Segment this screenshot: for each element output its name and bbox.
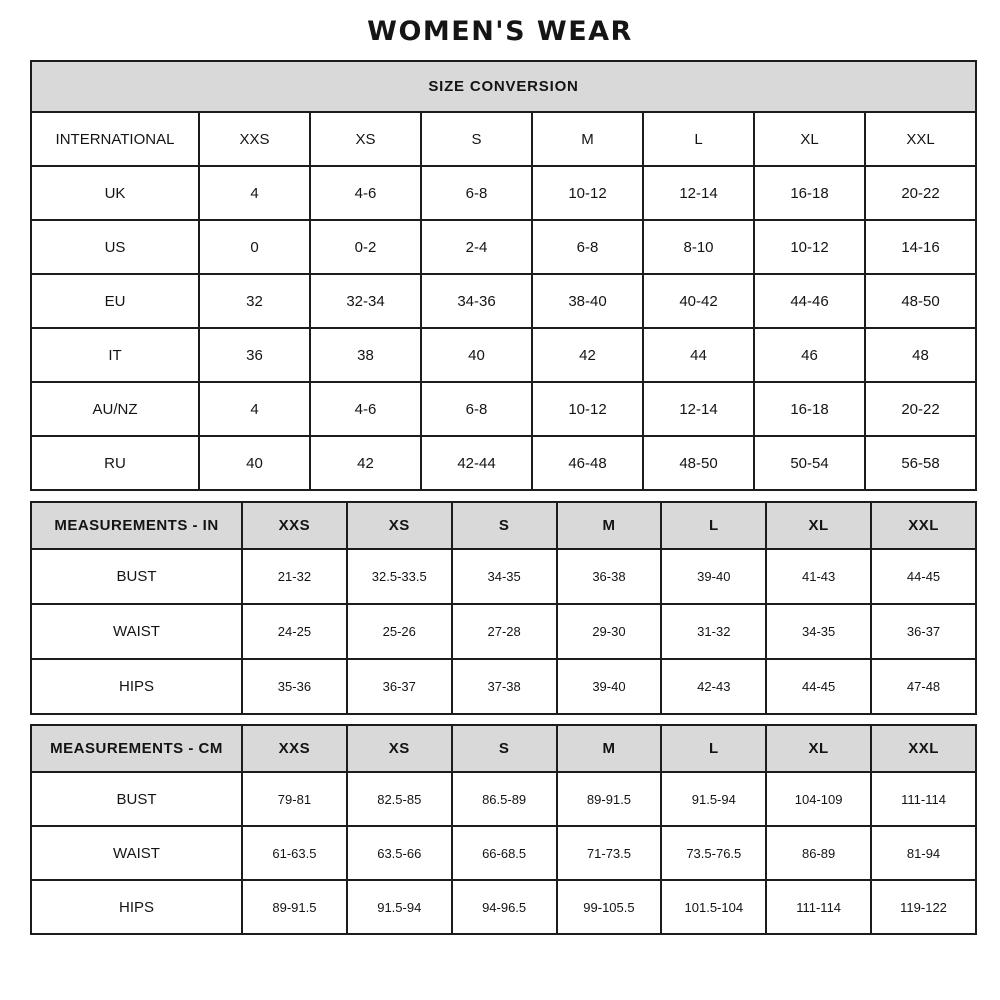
size-header-cell: XL xyxy=(766,502,871,549)
measurement-value-cell: 34-35 xyxy=(766,604,871,659)
measurements-in-header-row xyxy=(31,502,976,549)
size-value-cell: 6-8 xyxy=(532,220,643,274)
size-value-cell: 48-50 xyxy=(643,436,754,490)
size-value-cell: 38-40 xyxy=(532,274,643,328)
size-value-cell: 14-16 xyxy=(865,220,976,274)
size-value-cell: 34-36 xyxy=(421,274,532,328)
size-value-cell: 48-50 xyxy=(865,274,976,328)
size-value-cell: 42 xyxy=(310,436,421,490)
measurement-label: BUST xyxy=(31,772,242,826)
measurement-value-cell: 27-28 xyxy=(452,604,557,659)
size-conversion-table xyxy=(30,60,977,491)
measurement-value-cell: 61-63.5 xyxy=(242,826,347,880)
measurement-value-cell: 104-109 xyxy=(766,772,871,826)
measurement-value-cell: 37-38 xyxy=(452,659,557,714)
size-value-cell: 46-48 xyxy=(532,436,643,490)
measurements-cm-table xyxy=(30,724,977,935)
size-value-cell: 42 xyxy=(532,328,643,382)
size-value-cell: 6-8 xyxy=(421,382,532,436)
size-value-cell: 8-10 xyxy=(643,220,754,274)
measurements-in-row xyxy=(31,549,976,604)
size-value-cell: 20-22 xyxy=(865,382,976,436)
size-value-cell: 46 xyxy=(754,328,865,382)
size-value-cell: 44 xyxy=(643,328,754,382)
size-header-cell: S xyxy=(421,112,532,166)
international-corner-label: INTERNATIONAL xyxy=(31,112,199,166)
measurements-cm-header-row xyxy=(31,725,976,772)
measurements-cm-corner-label: MEASUREMENTS - CM xyxy=(31,725,242,772)
measurement-value-cell: 41-43 xyxy=(766,549,871,604)
size-value-cell: 40 xyxy=(199,436,310,490)
measurement-value-cell: 73.5-76.5 xyxy=(661,826,766,880)
measurement-value-cell: 82.5-85 xyxy=(347,772,452,826)
size-conversion-banner: SIZE CONVERSION xyxy=(31,61,976,112)
measurement-value-cell: 91.5-94 xyxy=(347,880,452,934)
size-header-cell: XS xyxy=(310,112,421,166)
region-label: AU/NZ xyxy=(31,382,199,436)
measurement-value-cell: 81-94 xyxy=(871,826,976,880)
size-header-cell: M xyxy=(557,725,662,772)
measurement-value-cell: 21-32 xyxy=(242,549,347,604)
measurements-cm-row xyxy=(31,772,976,826)
measurement-value-cell: 35-36 xyxy=(242,659,347,714)
size-header-cell: XXL xyxy=(871,725,976,772)
measurement-value-cell: 39-40 xyxy=(661,549,766,604)
size-value-cell: 50-54 xyxy=(754,436,865,490)
size-value-cell: 4 xyxy=(199,166,310,220)
measurement-label: WAIST xyxy=(31,826,242,880)
size-value-cell: 44-46 xyxy=(754,274,865,328)
measurements-in-row xyxy=(31,604,976,659)
size-value-cell: 4-6 xyxy=(310,382,421,436)
measurement-value-cell: 36-37 xyxy=(871,604,976,659)
measurements-in-table xyxy=(30,501,977,715)
measurement-value-cell: 101.5-104 xyxy=(661,880,766,934)
measurement-value-cell: 89-91.5 xyxy=(557,772,662,826)
measurement-value-cell: 99-105.5 xyxy=(557,880,662,934)
measurement-value-cell: 86-89 xyxy=(766,826,871,880)
size-value-cell: 32 xyxy=(199,274,310,328)
size-value-cell: 48 xyxy=(865,328,976,382)
size-value-cell: 10-12 xyxy=(532,382,643,436)
size-header-cell: L xyxy=(661,502,766,549)
size-value-cell: 0-2 xyxy=(310,220,421,274)
measurement-value-cell: 39-40 xyxy=(557,659,662,714)
measurement-value-cell: 42-43 xyxy=(661,659,766,714)
size-value-cell: 12-14 xyxy=(643,382,754,436)
region-label: US xyxy=(31,220,199,274)
measurement-value-cell: 71-73.5 xyxy=(557,826,662,880)
size-header-cell: S xyxy=(452,502,557,549)
size-header-cell: S xyxy=(452,725,557,772)
measurement-value-cell: 111-114 xyxy=(766,880,871,934)
measurement-value-cell: 63.5-66 xyxy=(347,826,452,880)
measurement-value-cell: 79-81 xyxy=(242,772,347,826)
region-label: RU xyxy=(31,436,199,490)
measurement-value-cell: 36-37 xyxy=(347,659,452,714)
size-header-cell: M xyxy=(532,112,643,166)
size-header-cell: XXS xyxy=(242,502,347,549)
size-conversion-header-row xyxy=(31,112,976,166)
measurement-value-cell: 94-96.5 xyxy=(452,880,557,934)
page-title: WOMEN'S WEAR xyxy=(367,16,633,47)
measurement-value-cell: 119-122 xyxy=(871,880,976,934)
size-value-cell: 56-58 xyxy=(865,436,976,490)
measurement-value-cell: 31-32 xyxy=(661,604,766,659)
measurements-in-row xyxy=(31,659,976,714)
size-conversion-row xyxy=(31,274,976,328)
size-value-cell: 40 xyxy=(421,328,532,382)
measurement-value-cell: 89-91.5 xyxy=(242,880,347,934)
size-header-cell: XL xyxy=(766,725,871,772)
measurement-label: HIPS xyxy=(31,880,242,934)
size-value-cell: 40-42 xyxy=(643,274,754,328)
measurements-cm-row xyxy=(31,880,976,934)
measurement-value-cell: 29-30 xyxy=(557,604,662,659)
size-conversion-banner-row xyxy=(31,61,976,112)
size-value-cell: 36 xyxy=(199,328,310,382)
size-value-cell: 4-6 xyxy=(310,166,421,220)
size-value-cell: 12-14 xyxy=(643,166,754,220)
size-header-cell: L xyxy=(661,725,766,772)
measurements-cm-row xyxy=(31,826,976,880)
region-label: UK xyxy=(31,166,199,220)
measurement-value-cell: 25-26 xyxy=(347,604,452,659)
size-value-cell: 42-44 xyxy=(421,436,532,490)
measurement-value-cell: 66-68.5 xyxy=(452,826,557,880)
measurement-value-cell: 91.5-94 xyxy=(661,772,766,826)
size-header-cell: M xyxy=(557,502,662,549)
size-header-cell: XL xyxy=(754,112,865,166)
size-header-cell: XS xyxy=(347,725,452,772)
measurement-value-cell: 86.5-89 xyxy=(452,772,557,826)
size-header-cell: L xyxy=(643,112,754,166)
measurement-value-cell: 47-48 xyxy=(871,659,976,714)
size-value-cell: 10-12 xyxy=(532,166,643,220)
size-value-cell: 2-4 xyxy=(421,220,532,274)
size-value-cell: 10-12 xyxy=(754,220,865,274)
size-value-cell: 20-22 xyxy=(865,166,976,220)
size-header-cell: XXS xyxy=(242,725,347,772)
size-conversion-row xyxy=(31,382,976,436)
measurement-label: HIPS xyxy=(31,659,242,714)
size-value-cell: 16-18 xyxy=(754,166,865,220)
region-label: EU xyxy=(31,274,199,328)
measurement-value-cell: 44-45 xyxy=(766,659,871,714)
size-value-cell: 6-8 xyxy=(421,166,532,220)
measurement-value-cell: 36-38 xyxy=(557,549,662,604)
size-header-cell: XXL xyxy=(865,112,976,166)
measurement-value-cell: 111-114 xyxy=(871,772,976,826)
size-value-cell: 4 xyxy=(199,382,310,436)
size-header-cell: XS xyxy=(347,502,452,549)
size-value-cell: 0 xyxy=(199,220,310,274)
size-value-cell: 32-34 xyxy=(310,274,421,328)
size-value-cell: 38 xyxy=(310,328,421,382)
measurement-value-cell: 32.5-33.5 xyxy=(347,549,452,604)
measurement-label: BUST xyxy=(31,549,242,604)
size-header-cell: XXL xyxy=(871,502,976,549)
measurement-value-cell: 24-25 xyxy=(242,604,347,659)
measurement-value-cell: 44-45 xyxy=(871,549,976,604)
size-conversion-row xyxy=(31,328,976,382)
size-conversion-row xyxy=(31,166,976,220)
measurement-value-cell: 34-35 xyxy=(452,549,557,604)
size-conversion-row xyxy=(31,220,976,274)
size-value-cell: 16-18 xyxy=(754,382,865,436)
size-header-cell: XXS xyxy=(199,112,310,166)
size-conversion-row xyxy=(31,436,976,490)
region-label: IT xyxy=(31,328,199,382)
measurements-in-corner-label: MEASUREMENTS - IN xyxy=(31,502,242,549)
measurement-label: WAIST xyxy=(31,604,242,659)
